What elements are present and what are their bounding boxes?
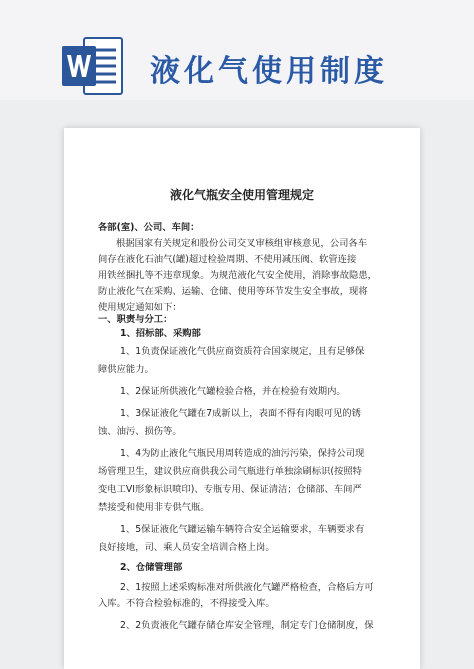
doc-line: 禁接受和使用非专供气瓶。 <box>98 502 210 513</box>
doc-subsection-heading: 2、仓储管理部 <box>120 562 183 573</box>
doc-line: 防止液化气在采购、运输、仓储、使用等环节发生安全事故，现将 <box>98 286 368 297</box>
banner <box>0 0 474 100</box>
doc-line: 变电工VI形象标识喷印)、专瓶专用、保证清洁；仓储部、车间严 <box>98 484 362 495</box>
doc-line: 1、1负责保证液化气供应商资质符合国家规定，且有足够保 <box>120 346 365 357</box>
word-document-icon <box>62 36 124 98</box>
doc-subsection-heading: 1、招标部、采购部 <box>120 328 201 339</box>
doc-line: 入库。不符合检验标准的，不得接受入库。 <box>98 598 275 609</box>
doc-line: 间存在液化石油气(罐)超过检验周期、不使用减压阀、软管连接 <box>98 254 357 265</box>
doc-line: 1、3保证液化气罐在7成新以上，表面不得有肉眼可见的锈 <box>120 408 361 419</box>
doc-salutation: 各部(室)、公司、车间： <box>98 222 200 233</box>
doc-line: 2、2负责液化气罐存储仓库安全管理，制定专门仓储制度，保 <box>120 620 374 631</box>
doc-line: 2、1按照上述采购标准对所供液化气罐严格检查，合格后方可 <box>120 582 374 593</box>
doc-line: 根据国家有关规定和股份公司交叉审核组审核意见，公司各车 <box>116 238 368 249</box>
banner-title: 液化气使用制度 <box>150 54 388 89</box>
document-page <box>64 128 420 669</box>
document-title: 液化气瓶安全使用管理规定 <box>169 188 314 202</box>
doc-line: 场管理卫生，建议供应商供我公司气瓶进行单独涂刷标识(按照特 <box>98 466 362 477</box>
doc-section-heading: 一、职责与分工： <box>98 314 173 325</box>
doc-line: 良好接地，司、乘人员安全培训合格上岗。 <box>98 542 275 553</box>
doc-line: 蚀、油污、损伤等。 <box>98 426 182 437</box>
doc-line: 用铁丝捆扎等不违章现象。为规范液化气安全使用，消除事故隐患， <box>98 270 377 281</box>
doc-line: 障供应能力。 <box>98 364 154 375</box>
doc-line: 1、4为防止液化气瓶民用周转造成的油污污染，保持公司现 <box>120 448 365 459</box>
doc-line: 使用规定通知如下： <box>98 302 182 313</box>
doc-line: 1、2保证所供液化气罐检验合格，并在检验有效期内。 <box>120 386 346 397</box>
doc-line: 1、5保证液化气罐运输车辆符合安全运输要求，车辆要求有 <box>120 524 365 535</box>
